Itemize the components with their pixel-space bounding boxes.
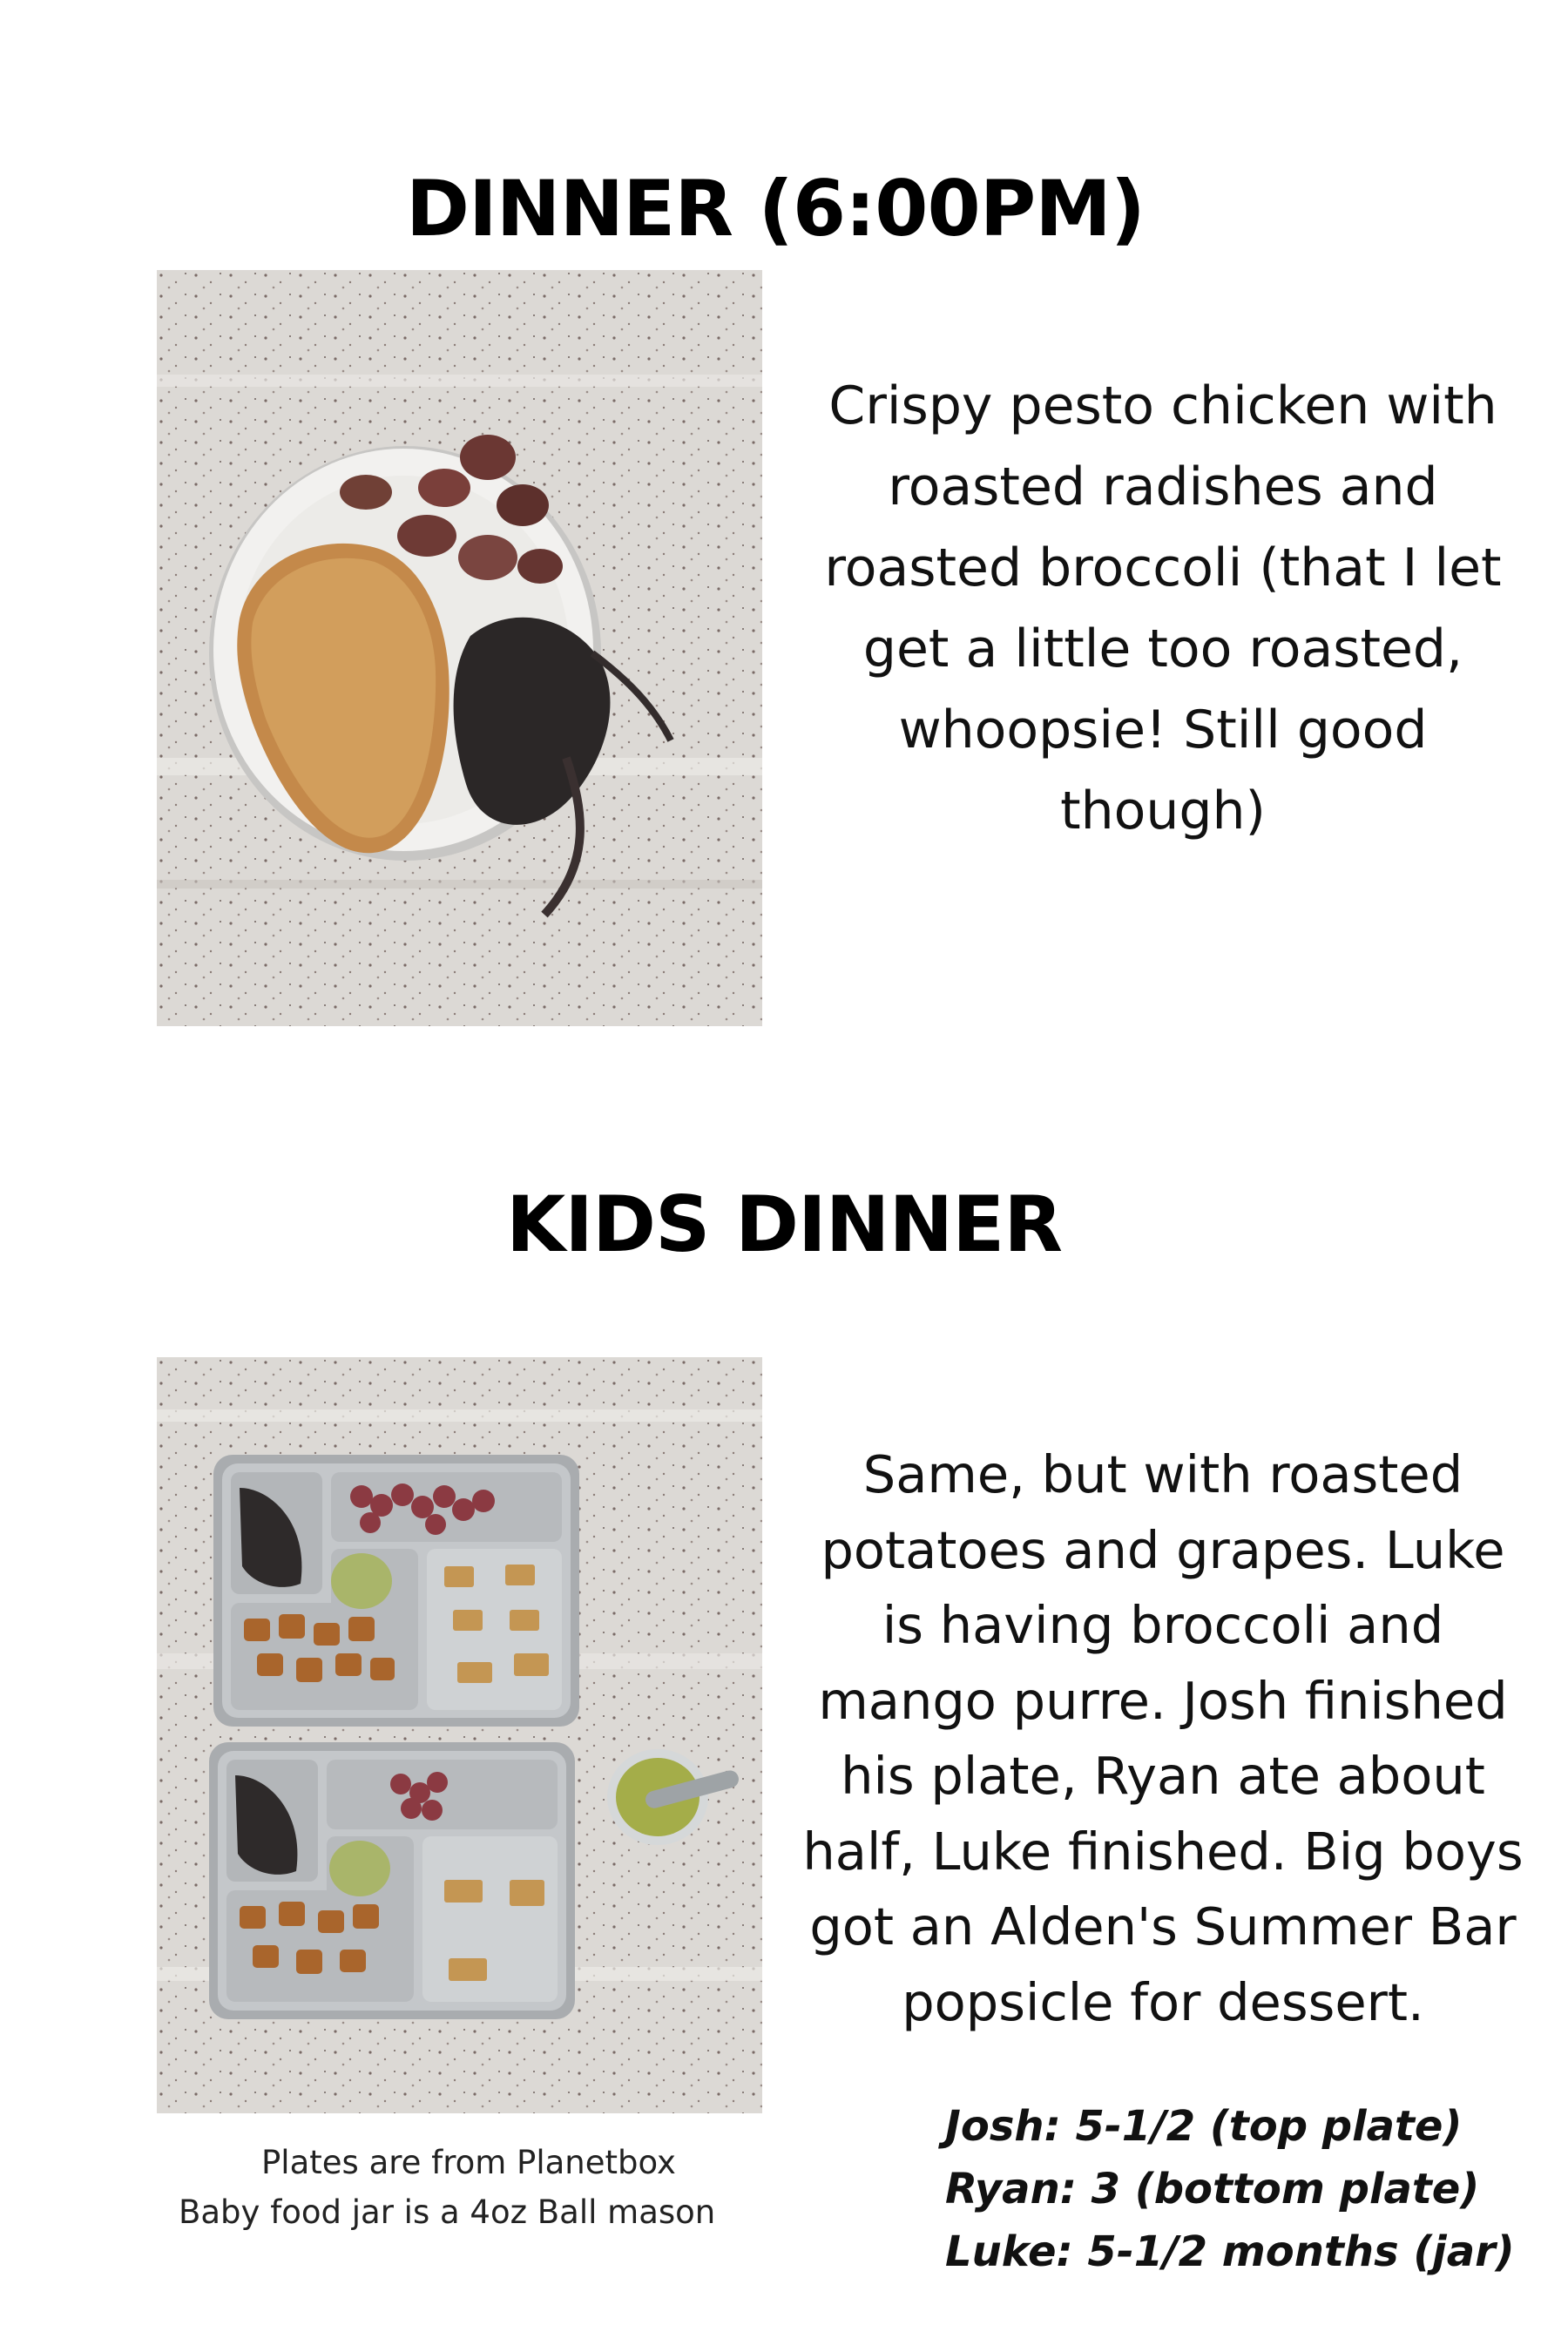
dinner-heading: DINNER (6:00PM) xyxy=(406,164,1145,253)
kids-dinner-heading: KIDS DINNER xyxy=(506,1179,1062,1269)
dinner-description: Crispy pesto chicken with roasted radishes and roasted broccoli (that I let get a little too roasted, whoopsie! Still good though) xyxy=(824,375,1502,841)
kids-ages-list xyxy=(945,2095,1515,2283)
dinner-plate-image xyxy=(157,270,762,1026)
photo-note-jar: Baby food jar is a 4oz Ball mason xyxy=(179,2193,716,2231)
kids-dinner-photo xyxy=(157,1357,762,2113)
kids-dinner-description: Same, but with roasted potatoes and grapes. Luke is having broccoli and mango purre. Josh finished his plate, Ryan ate about half, Luke finished. Big boys got an Alden's Summer Bar popsicle for dessert. xyxy=(802,1444,1524,2032)
age-josh: Josh: 5-1/2 (top plate) xyxy=(945,2102,1463,2151)
dinner-photo xyxy=(157,270,762,1026)
kids-plates-image xyxy=(157,1357,762,2113)
age-ryan: Ryan: 3 (bottom plate) xyxy=(945,2165,1480,2213)
age-luke: Luke: 5-1/2 months (jar) xyxy=(945,2227,1515,2276)
photo-note-plates: Plates are from Planetbox xyxy=(261,2144,676,2181)
